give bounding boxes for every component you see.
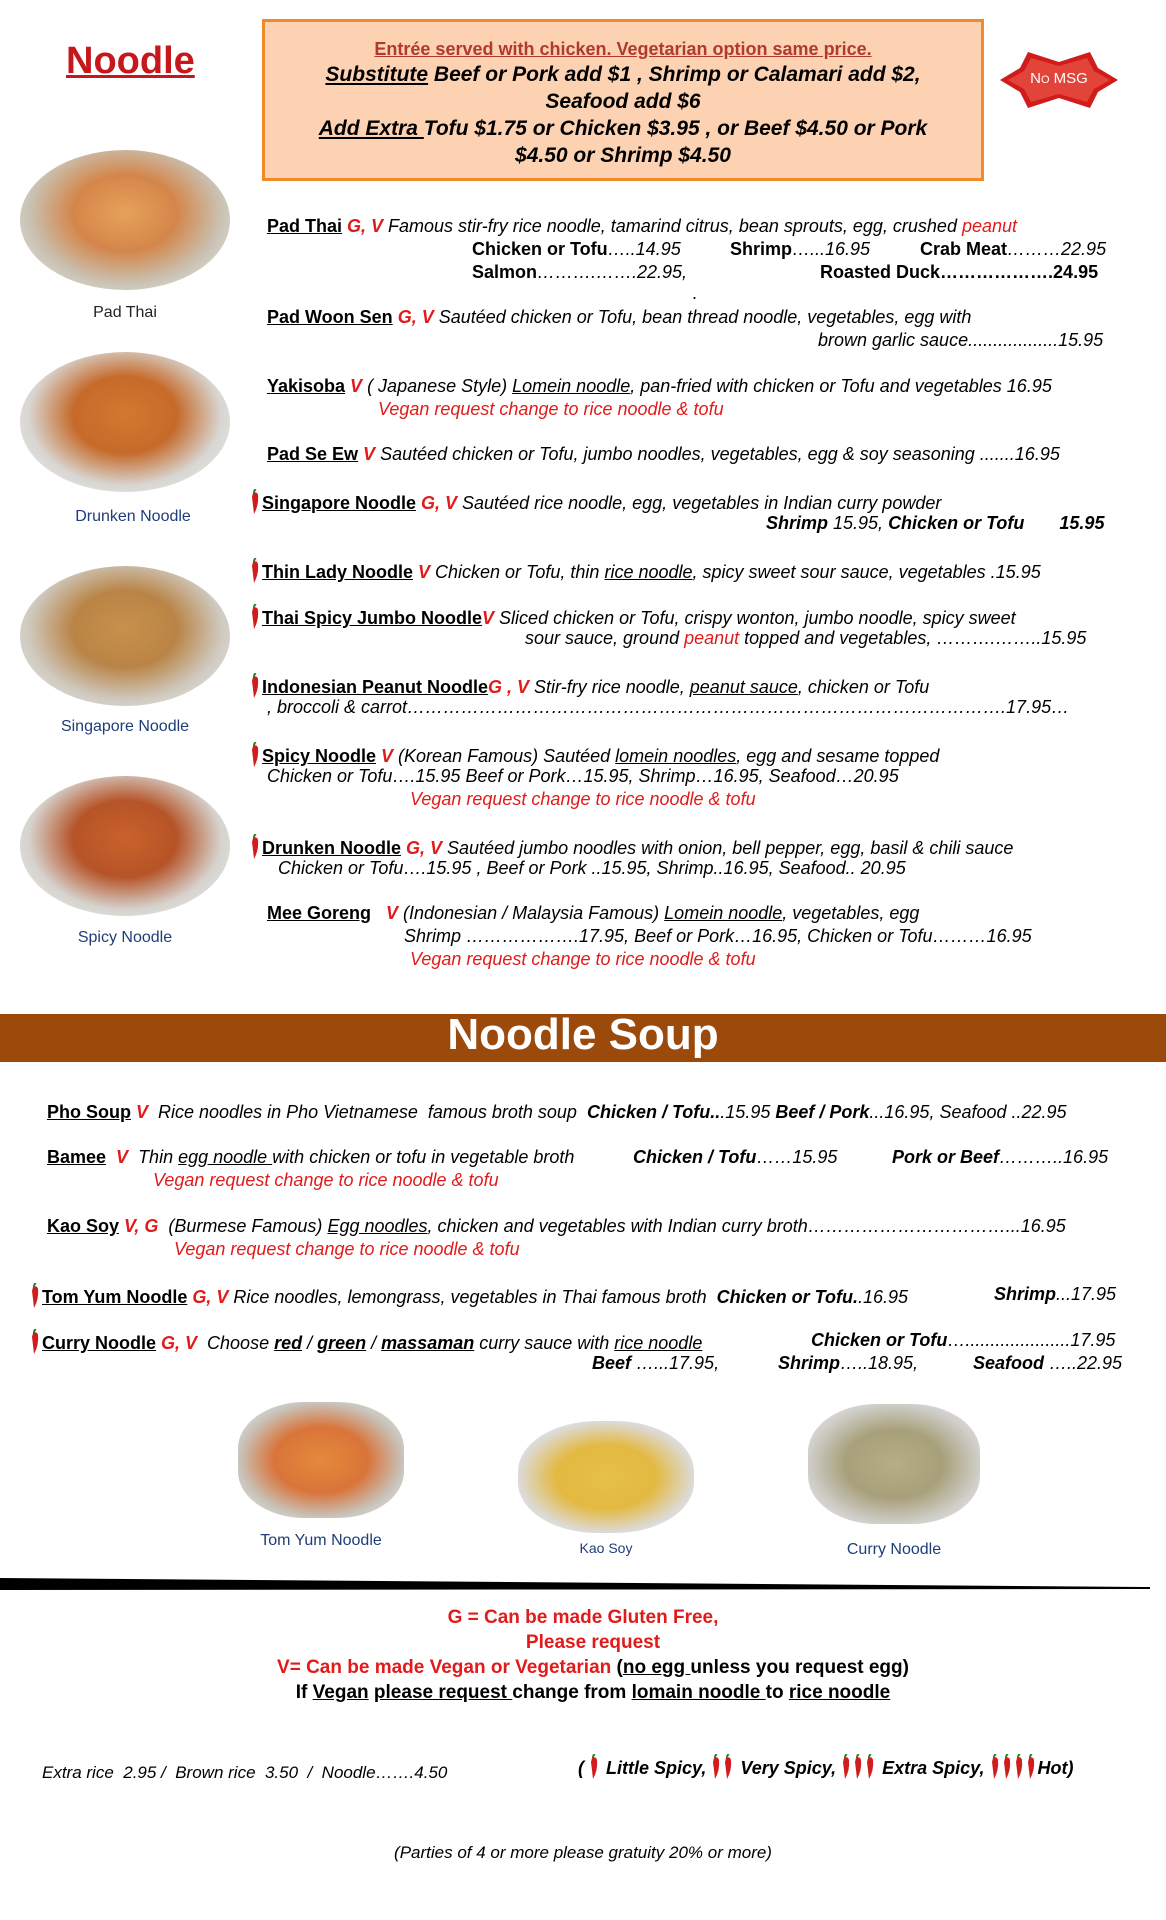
chili-pepper-icon bbox=[990, 1754, 1000, 1780]
thai-spicy-jumbo-line2 bbox=[525, 627, 1086, 650]
price-value: ……15.95 bbox=[756, 1147, 838, 1167]
dish-desc-noodle: Lomein noodle bbox=[664, 903, 783, 923]
price-value: ……………….24.95 bbox=[940, 262, 1099, 282]
chili-pepper-icon bbox=[30, 1329, 40, 1355]
dish-tags: G, V bbox=[342, 216, 384, 236]
pad-thai-photo bbox=[20, 150, 230, 290]
legend-vegan-text: unless you request egg) bbox=[690, 1657, 909, 1678]
dish-desc: (Korean Famous) Sautéed bbox=[393, 746, 616, 766]
price-value: …..18.95, bbox=[840, 1353, 919, 1373]
gratuity-note: (Parties of 4 or more please gratuity 20% or more) bbox=[394, 1843, 772, 1862]
dish-name: Tom Yum Noodle bbox=[42, 1287, 188, 1307]
dish-desc: Stir-fry rice noodle, bbox=[529, 677, 690, 697]
price-label: Salmon bbox=[472, 262, 538, 282]
dish-tags: G, V bbox=[401, 838, 443, 858]
legend-vegan-red: V= Can be made Vegan or Vegetarian bbox=[277, 1657, 612, 1678]
no-msg-badge bbox=[1000, 52, 1118, 108]
legend-no-egg: no egg bbox=[622, 1657, 691, 1678]
dish-desc-rest: with chicken or tofu in vegetable broth bbox=[272, 1147, 575, 1167]
legend-text: rice noodle bbox=[788, 1682, 891, 1703]
curry-price-1 bbox=[811, 1329, 1115, 1352]
price-label: Roasted Duck bbox=[820, 262, 941, 282]
price-label: Chicken / Tofu.. bbox=[586, 1102, 721, 1122]
dish-desc-peanut: peanut bbox=[961, 216, 1018, 236]
legend-gluten-free: G = Can be made Gluten Free, bbox=[447, 1607, 719, 1628]
spice-key-open: ( bbox=[578, 1758, 584, 1778]
chili-pepper-icon bbox=[30, 1283, 40, 1309]
menu-item-pho-soup bbox=[47, 1101, 1067, 1124]
legend-text: lomain noodle bbox=[631, 1682, 766, 1703]
spice-key-very: Very Spicy, bbox=[735, 1758, 837, 1778]
dish-tags: V, G bbox=[119, 1216, 159, 1236]
chili-pepper-icon bbox=[841, 1754, 851, 1780]
price-label: Beef / Pork bbox=[775, 1102, 870, 1122]
dish-name: Singapore Noodle bbox=[262, 493, 417, 513]
price-label: Shrimp bbox=[778, 1353, 841, 1373]
singapore-prices bbox=[766, 512, 1104, 535]
price-label: Beef bbox=[592, 1353, 632, 1373]
price-value: …...17.95, bbox=[631, 1353, 720, 1373]
dish-name: Spicy Noodle bbox=[262, 746, 377, 766]
separator: / bbox=[366, 1333, 382, 1353]
price-label: Chicken or Tofu. bbox=[716, 1287, 858, 1307]
price-label: Chicken or Tofu bbox=[888, 513, 1025, 533]
curry-noodle-photo bbox=[808, 1404, 980, 1524]
dish-desc-rest: , vegetables, egg bbox=[782, 903, 920, 923]
legend-text: to bbox=[765, 1682, 789, 1703]
spice-key-hot: Hot) bbox=[1037, 1758, 1074, 1778]
curry-price-3 bbox=[778, 1352, 918, 1375]
dish-desc-rest: , pan-fried with chicken or Tofu and vegetables 16.95 bbox=[630, 376, 1052, 396]
dish-tags: V bbox=[482, 608, 495, 628]
legend-text: please request bbox=[373, 1682, 513, 1703]
drunken-noodle-caption: Drunken Noodle bbox=[75, 508, 191, 525]
dish-tags: V bbox=[371, 903, 399, 923]
dish-desc: Famous stir-fry rice noodle, tamarind citrus, bean sprouts, egg, crushed bbox=[383, 216, 962, 236]
indonesian-peanut-line2: , broccoli & carrot……………………………………………………………………………………….17.95… bbox=[267, 697, 1070, 717]
dish-desc-noodle: rice noodle bbox=[604, 562, 693, 582]
price-value: 15.95 bbox=[1024, 513, 1105, 533]
kao-soy-vegan-note: Vegan request change to rice noodle & tofu bbox=[174, 1239, 520, 1259]
dish-tags: V bbox=[358, 444, 376, 464]
price-value: ……….…….22.95, bbox=[537, 262, 688, 282]
dish-desc: Chicken or Tofu, thin bbox=[430, 562, 605, 582]
notice-substitute bbox=[265, 61, 981, 169]
dish-desc: Sautéed chicken or Tofu, bean thread noodle, vegetables, egg with bbox=[433, 307, 972, 327]
chili-pepper-icon bbox=[853, 1754, 863, 1780]
dish-name: Pho Soup bbox=[47, 1102, 131, 1122]
dish-desc-rest: topped and vegetables, ……….……..15.95 bbox=[739, 628, 1087, 648]
menu-item-bamee bbox=[47, 1146, 574, 1169]
price-label: Seafood bbox=[973, 1353, 1045, 1373]
pad-thai-prices-5 bbox=[820, 261, 1098, 284]
notice-line1: Entrée served with chicken. Vegetarian option same price. bbox=[374, 39, 872, 59]
separator: / bbox=[302, 1333, 318, 1353]
chili-pepper-icon bbox=[865, 1754, 875, 1780]
dish-desc-peanut: peanut bbox=[684, 628, 740, 648]
pad-thai-dot: . bbox=[692, 283, 698, 303]
legend-vegan bbox=[0, 1657, 1166, 1679]
price-label: Crab Meat bbox=[920, 239, 1008, 259]
chili-pepper-icon bbox=[250, 558, 260, 584]
menu-item-mee-goreng bbox=[267, 902, 919, 925]
dish-name: Thai Spicy Jumbo Noodle bbox=[262, 608, 483, 628]
dish-desc: Rice noodles in Pho Vietnamese famous broth soup bbox=[148, 1102, 587, 1122]
chili-pepper-icon bbox=[250, 489, 260, 515]
pad-woon-sen-price: brown garlic sauce..................15.95 bbox=[818, 330, 1104, 350]
dish-name: Thin Lady Noodle bbox=[262, 562, 413, 582]
yakisoba-vegan-note: Vegan request change to rice noodle & tofu bbox=[378, 399, 724, 419]
chili-pepper-icon bbox=[250, 604, 260, 630]
price-value: ………22.95 bbox=[1007, 239, 1107, 259]
dish-tags: V bbox=[131, 1102, 149, 1122]
legend-text: Vegan bbox=[312, 1682, 369, 1703]
dish-desc-noodle: lomein noodles bbox=[615, 746, 737, 766]
notice-sub-text: Beef or Pork add $1 , Shrimp or Calamari add $2, bbox=[428, 63, 921, 86]
price-label: Chicken / Tofu bbox=[633, 1147, 757, 1167]
dish-tags: V bbox=[345, 376, 363, 396]
dish-name: Curry Noodle bbox=[42, 1333, 157, 1353]
dish-tags: G, V bbox=[156, 1333, 198, 1353]
spice-key-extra: Extra Spicy, bbox=[877, 1758, 985, 1778]
chili-pepper-icon bbox=[723, 1754, 733, 1780]
dish-tags: G, V bbox=[187, 1287, 229, 1307]
bamee-vegan-note: Vegan request change to rice noodle & tofu bbox=[153, 1170, 499, 1190]
dish-name: Pad Se Ew bbox=[267, 444, 359, 464]
menu-item-kao-soy bbox=[47, 1215, 1066, 1238]
dish-desc: Thin bbox=[128, 1147, 179, 1167]
chili-pepper-icon bbox=[250, 742, 260, 768]
menu-item-thin-lady-noodle bbox=[250, 558, 1041, 584]
price-value: ………..16.95 bbox=[999, 1147, 1109, 1167]
notice-extra-label: Add Extra bbox=[318, 117, 424, 140]
dish-tags: V bbox=[376, 746, 394, 766]
spicy-noodle-photo bbox=[20, 776, 230, 916]
singapore-noodle-caption: Singapore Noodle bbox=[60, 718, 190, 735]
tom-yum-noodle-photo bbox=[238, 1402, 404, 1518]
dish-tags: G, V bbox=[416, 493, 458, 513]
noodle-title: Noodle bbox=[66, 40, 195, 82]
spicy-noodle-caption: Spicy Noodle bbox=[77, 929, 173, 946]
dish-desc-noodle: egg noodle bbox=[178, 1147, 273, 1167]
kao-soy-photo bbox=[518, 1421, 694, 1533]
dish-name: Mee Goreng bbox=[267, 903, 372, 923]
dish-desc: Sautéed chicken or Tofu, jumbo noodles, vegetables, egg & soy seasoning .......16.95 bbox=[375, 444, 1060, 464]
legend-please-request: Please request bbox=[525, 1632, 661, 1653]
dish-desc: sour sauce, ground bbox=[525, 628, 685, 648]
price-label: Shrimp bbox=[994, 1284, 1057, 1304]
chili-pepper-icon bbox=[589, 1754, 599, 1780]
chili-pepper-icon bbox=[711, 1754, 721, 1780]
dish-desc-rest: curry sauce with bbox=[474, 1333, 615, 1353]
legend-text: change from bbox=[512, 1682, 632, 1703]
mee-goreng-vegan-note: Vegan request change to rice noodle & tofu bbox=[410, 949, 756, 969]
dish-name: Bamee bbox=[47, 1147, 107, 1167]
dish-name: Pad Woon Sen bbox=[267, 307, 393, 327]
dish-desc: Sautéed rice noodle, egg, vegetables in Indian curry powder bbox=[457, 493, 942, 513]
tom-yum-price-2 bbox=[994, 1283, 1116, 1306]
price-value: .15.95 bbox=[720, 1102, 776, 1122]
dish-desc: Rice noodles, lemongrass, vegetables in Thai famous broth bbox=[228, 1287, 717, 1307]
drunken-prices: Chicken or Tofu….15.95 , Beef or Pork ..15.95, Shrimp..16.95, Seafood.. 20.95 bbox=[278, 858, 906, 878]
dish-tags: G , V bbox=[488, 677, 530, 697]
price-value: .16.95 bbox=[857, 1287, 909, 1307]
menu-item-pad-thai bbox=[267, 215, 1017, 238]
extras-line: Extra rice 2.95 / Brown rice 3.50 / Noodle…….4.50 bbox=[42, 1763, 448, 1782]
chili-pepper-icon bbox=[250, 834, 260, 860]
bamee-price-2 bbox=[892, 1146, 1108, 1169]
dish-tags: V bbox=[106, 1147, 129, 1167]
dish-desc: ( Japanese Style) bbox=[362, 376, 513, 396]
dish-name: Drunken Noodle bbox=[262, 838, 402, 858]
dish-name: Indonesian Peanut Noodle bbox=[262, 677, 489, 697]
curry-price-2 bbox=[592, 1352, 719, 1375]
curry-green: green bbox=[317, 1333, 367, 1353]
chili-pepper-icon bbox=[250, 673, 260, 699]
chili-pepper-icon bbox=[1026, 1754, 1036, 1780]
price-label: Chicken or Tofu bbox=[811, 1330, 948, 1350]
menu-item-tom-yum-noodle bbox=[30, 1283, 908, 1309]
curry-red: red bbox=[274, 1333, 303, 1353]
price-label: Chicken or Tofu bbox=[472, 239, 608, 259]
price-value: 15.95, bbox=[828, 513, 889, 533]
dish-desc-sauce: peanut sauce bbox=[689, 677, 798, 697]
section-divider bbox=[0, 1577, 1150, 1591]
dish-desc-rest: , spicy sweet sour sauce, vegetables .15.95 bbox=[692, 562, 1041, 582]
spicy-noodle-prices: Chicken or Tofu….15.95 Beef or Pork…15.95, Shrimp…16.95, Seafood…20.95 bbox=[267, 766, 899, 786]
price-value: …...16.95 bbox=[792, 239, 871, 259]
spicy-noodle-vegan-note: Vegan request change to rice noodle & tofu bbox=[410, 789, 756, 809]
dish-desc: Sautéed jumbo noodles with onion, bell pepper, egg, basil & chili sauce bbox=[442, 838, 1014, 858]
curry-noodle-caption: Curry Noodle bbox=[846, 1541, 942, 1558]
dish-name: Pad Thai bbox=[267, 216, 343, 236]
dish-desc-rest: , egg and sesame topped bbox=[736, 746, 940, 766]
chili-pepper-icon bbox=[1002, 1754, 1012, 1780]
menu-item-pad-woon-sen bbox=[267, 306, 971, 329]
price-value: ...17.95 bbox=[1056, 1284, 1117, 1304]
dish-name: Yakisoba bbox=[267, 376, 346, 396]
dish-tags: V bbox=[413, 562, 431, 582]
dish-desc-rest: , chicken or Tofu bbox=[797, 677, 930, 697]
chili-pepper-icon bbox=[1014, 1754, 1024, 1780]
price-value: …..22.95 bbox=[1044, 1353, 1123, 1373]
dish-name: Kao Soy bbox=[47, 1216, 120, 1236]
price-label: Shrimp bbox=[766, 513, 829, 533]
legend-text: If bbox=[295, 1682, 313, 1703]
no-msg-text: No MSG bbox=[1030, 70, 1088, 87]
legend-vegan-text: ( bbox=[611, 1657, 623, 1678]
curry-price-4 bbox=[973, 1352, 1122, 1375]
price-value: ...16.95, Seafood ..22.95 bbox=[869, 1102, 1067, 1122]
tom-yum-noodle-caption: Tom Yum Noodle bbox=[260, 1532, 382, 1549]
pad-thai-prices-2 bbox=[730, 238, 870, 261]
price-label: Pork or Beef bbox=[892, 1147, 1000, 1167]
dish-desc-noodle: rice noodle bbox=[614, 1333, 703, 1353]
singapore-noodle-photo bbox=[20, 566, 230, 706]
notice-sub-line2: Seafood add $6 bbox=[545, 90, 701, 113]
drunken-noodle-photo bbox=[20, 352, 230, 492]
dish-desc: Sliced chicken or Tofu, crispy wonton, jumbo noodle, spicy sweet bbox=[494, 608, 1016, 628]
pad-thai-caption: Pad Thai bbox=[93, 304, 157, 321]
dish-desc-noodle: Egg noodles bbox=[327, 1216, 428, 1236]
pad-thai-prices-1 bbox=[472, 238, 681, 261]
dish-desc-noodle: Lomein noodle bbox=[512, 376, 631, 396]
dish-desc-rest: , chicken and vegetables with Indian curry broth……………………………...16.95 bbox=[427, 1216, 1066, 1236]
pad-thai-prices-4 bbox=[472, 261, 687, 284]
surcharge-notice bbox=[262, 19, 984, 181]
price-value: ….....................17.95 bbox=[947, 1330, 1116, 1350]
spice-key bbox=[578, 1754, 1074, 1780]
noodle-soup-title: Noodle Soup bbox=[447, 1010, 719, 1059]
legend-vegan-request bbox=[0, 1682, 1166, 1704]
dish-desc: Choose bbox=[197, 1333, 275, 1353]
menu-item-yakisoba bbox=[267, 375, 1052, 398]
curry-massaman: massaman bbox=[381, 1333, 475, 1353]
dish-tags: G, V bbox=[392, 307, 434, 327]
dish-desc: (Burmese Famous) bbox=[158, 1216, 328, 1236]
mee-goreng-prices: Shrimp ……………….17.95, Beef or Pork…16.95, Chicken or Tofu………16.95 bbox=[404, 926, 1032, 946]
notice-extra-line2: $4.50 or Shrimp $4.50 bbox=[515, 144, 731, 167]
kao-soy-caption: Kao Soy bbox=[579, 1540, 633, 1556]
price-label: Shrimp bbox=[730, 239, 793, 259]
pad-thai-prices-3 bbox=[920, 238, 1106, 261]
spice-key-little: Little Spicy, bbox=[601, 1758, 707, 1778]
dish-desc: (Indonesian / Malaysia Famous) bbox=[398, 903, 665, 923]
price-value: …..14.95 bbox=[607, 239, 681, 259]
notice-extra-text: Tofu $1.75 or Chicken $3.95 , or Beef $4.50 or Pork bbox=[423, 117, 928, 140]
bamee-price-1 bbox=[633, 1146, 837, 1169]
notice-sub-label: Substitute bbox=[325, 63, 429, 86]
menu-item-pad-se-ew bbox=[267, 443, 1060, 466]
